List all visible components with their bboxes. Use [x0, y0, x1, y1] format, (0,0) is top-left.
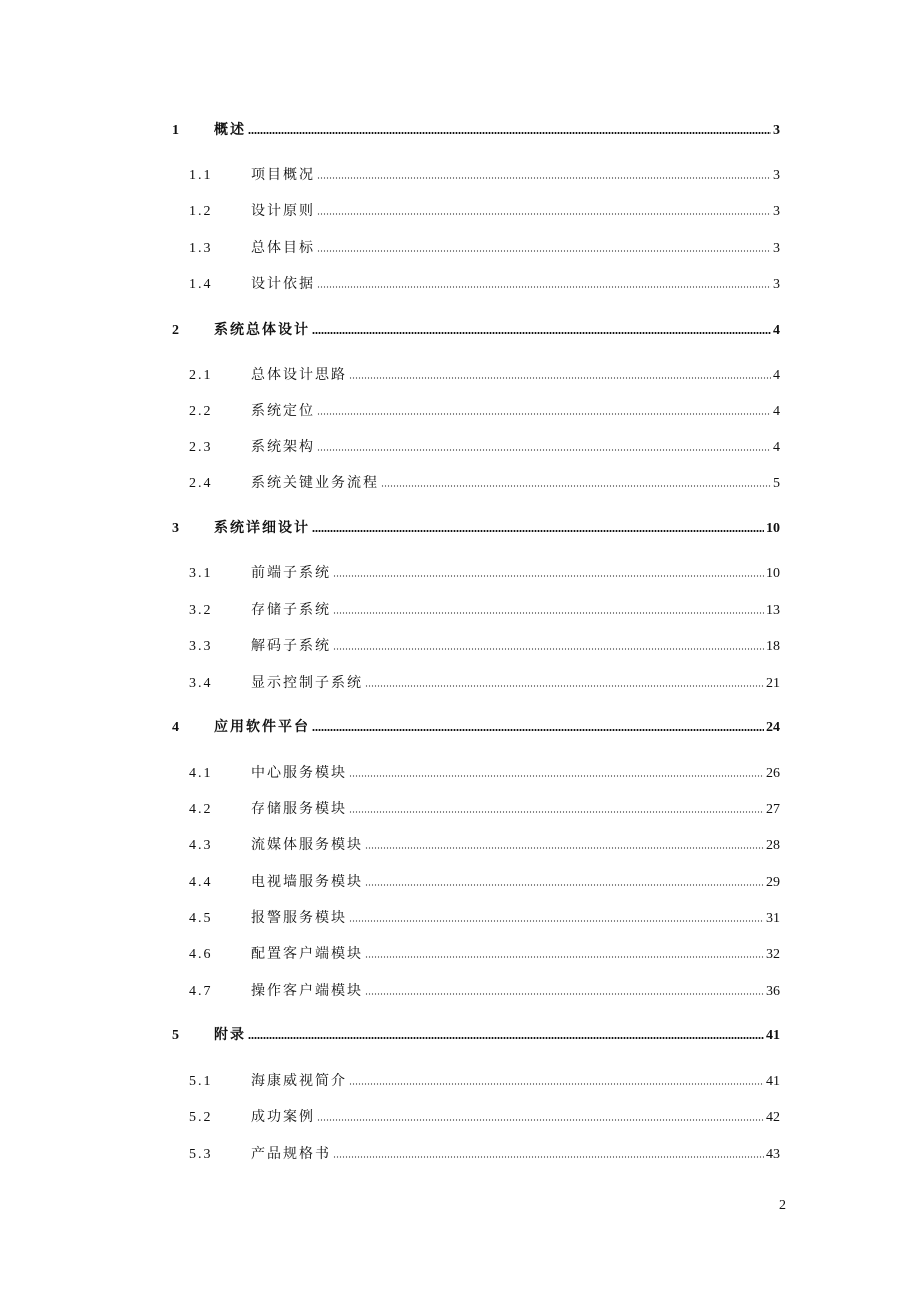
toc-dot-leader: [381, 484, 771, 488]
toc-entry-title: 系统关键业务流程: [251, 475, 379, 491]
toc-entry-title: 解码子系统: [251, 638, 331, 654]
toc-entry-page: 3: [773, 123, 780, 138]
toc-entry-title: 存储子系统: [251, 602, 331, 618]
toc-entry-title: 系统总体设计: [214, 322, 310, 338]
toc-entry-page: 4: [773, 323, 780, 338]
toc-entry-number: 1.1: [189, 168, 213, 183]
toc-entry-title: 流媒体服务模块: [251, 837, 363, 853]
toc-entry-page: 26: [766, 766, 780, 781]
toc-dot-leader: [333, 574, 764, 578]
toc-section-entry[interactable]: [189, 165, 780, 185]
toc-entry-title: 操作客户端模块: [251, 983, 363, 999]
toc-entry-page: 18: [766, 639, 780, 654]
toc-entry-page: 29: [766, 875, 780, 890]
toc-dot-leader: [333, 1155, 764, 1159]
toc-dot-leader: [317, 249, 771, 253]
toc-entry-number: 2: [172, 323, 179, 338]
toc-entry-title: 系统定位: [251, 403, 315, 419]
toc-chapter-entry[interactable]: [172, 320, 780, 340]
toc-section-entry[interactable]: [189, 473, 780, 493]
toc-section-entry[interactable]: [189, 763, 780, 783]
toc-dot-leader: [248, 131, 771, 135]
toc-section-entry[interactable]: [189, 835, 780, 855]
toc-entry-page: 10: [766, 566, 780, 581]
toc-entry-number: 3: [172, 521, 179, 536]
toc-entry-page: 13: [766, 603, 780, 618]
toc-dot-leader: [317, 448, 771, 452]
toc-entry-title: 成功案例: [251, 1109, 315, 1125]
toc-entry-title: 附录: [214, 1027, 246, 1043]
toc-chapter-entry[interactable]: [172, 120, 780, 140]
toc-dot-leader: [365, 955, 764, 959]
toc-entry-number: 3.1: [189, 566, 213, 581]
toc-section-entry[interactable]: [189, 201, 780, 221]
toc-dot-leader: [365, 992, 764, 996]
toc-entry-number: 3.4: [189, 676, 213, 691]
toc-entry-title: 产品规格书: [251, 1146, 331, 1162]
toc-entry-number: 4.3: [189, 838, 213, 853]
toc-dot-leader: [317, 212, 771, 216]
toc-entry-title: 概述: [214, 122, 246, 138]
toc-entry-number: 4.7: [189, 984, 213, 999]
toc-dot-leader: [312, 331, 771, 335]
toc-section-entry[interactable]: [189, 673, 780, 693]
toc-dot-leader: [349, 774, 764, 778]
toc-entry-number: 1.4: [189, 277, 213, 292]
toc-dot-leader: [312, 529, 764, 533]
toc-entry-title: 存储服务模块: [251, 801, 347, 817]
toc-entry-title: 总体目标: [251, 240, 315, 256]
toc-dot-leader: [333, 611, 764, 615]
toc-entry-number: 2.1: [189, 368, 213, 383]
toc-entry-page: 3: [773, 204, 780, 219]
toc-entry-page: 5: [773, 476, 780, 491]
toc-entry-page: 27: [766, 802, 780, 817]
toc-dot-leader: [349, 810, 764, 814]
toc-entry-title: 系统架构: [251, 439, 315, 455]
toc-entry-number: 4: [172, 720, 179, 735]
toc-section-entry[interactable]: [189, 1071, 780, 1091]
toc-section-entry[interactable]: [189, 872, 780, 892]
toc-entry-number: 4.4: [189, 875, 213, 890]
toc-dot-leader: [349, 376, 771, 380]
toc-entry-number: 1.2: [189, 204, 213, 219]
toc-section-entry[interactable]: [189, 1107, 780, 1127]
toc-section-entry[interactable]: [189, 600, 780, 620]
toc-section-entry[interactable]: [189, 238, 780, 258]
toc-section-entry[interactable]: [189, 799, 780, 819]
toc-section-entry[interactable]: [189, 563, 780, 583]
toc-entry-page: 41: [766, 1074, 780, 1089]
toc-section-entry[interactable]: [189, 274, 780, 294]
toc-entry-number: 3.2: [189, 603, 213, 618]
toc-entry-title: 系统详细设计: [214, 520, 310, 536]
toc-entry-title: 配置客户端模块: [251, 946, 363, 962]
toc-entry-number: 5.3: [189, 1147, 213, 1162]
toc-entry-title: 电视墙服务模块: [251, 874, 363, 890]
toc-entry-page: 4: [773, 404, 780, 419]
toc-section-entry[interactable]: [189, 636, 780, 656]
toc-entry-title: 设计依据: [251, 276, 315, 292]
toc-dot-leader: [317, 412, 771, 416]
toc-section-entry[interactable]: [189, 981, 780, 1001]
toc-entry-page: 3: [773, 168, 780, 183]
toc-entry-title: 前端子系统: [251, 565, 331, 581]
toc-dot-leader: [365, 684, 764, 688]
toc-entry-title: 应用软件平台: [214, 719, 310, 735]
toc-entry-page: 3: [773, 277, 780, 292]
toc-chapter-entry[interactable]: [172, 1025, 780, 1045]
toc-dot-leader: [365, 846, 764, 850]
toc-entry-number: 5: [172, 1028, 179, 1043]
toc-entry-title: 海康威视简介: [251, 1073, 347, 1089]
toc-entry-page: 21: [766, 676, 780, 691]
toc-dot-leader: [317, 285, 771, 289]
toc-entry-number: 2.3: [189, 440, 213, 455]
toc-dot-leader: [349, 919, 764, 923]
toc-entry-page: 4: [773, 440, 780, 455]
toc-dot-leader: [349, 1082, 764, 1086]
toc-entry-page: 24: [766, 720, 780, 735]
toc-entry-title: 总体设计思路: [251, 367, 347, 383]
toc-entry-number: 4.6: [189, 947, 213, 962]
toc-entry-page: 41: [766, 1028, 780, 1043]
toc-entry-page: 36: [766, 984, 780, 999]
toc-entry-number: 1: [172, 123, 179, 138]
toc-entry-number: 4.1: [189, 766, 213, 781]
toc-entry-number: 4.2: [189, 802, 213, 817]
toc-entry-page: 10: [766, 521, 780, 536]
toc-entry-page: 43: [766, 1147, 780, 1162]
toc-dot-leader: [312, 728, 764, 732]
toc-entry-title: 显示控制子系统: [251, 675, 363, 691]
page-number: 2: [779, 1198, 786, 1213]
toc-entry-number: 3.3: [189, 639, 213, 654]
toc-entry-page: 28: [766, 838, 780, 853]
toc-entry-page: 31: [766, 911, 780, 926]
toc-entry-number: 2.2: [189, 404, 213, 419]
toc-section-entry[interactable]: [189, 944, 780, 964]
toc-dot-leader: [317, 1118, 764, 1122]
toc-entry-page: 3: [773, 241, 780, 256]
toc-entry-title: 中心服务模块: [251, 765, 347, 781]
toc-chapter-entry[interactable]: [172, 717, 780, 737]
toc-section-entry[interactable]: [189, 401, 780, 421]
toc-entry-number: 2.4: [189, 476, 213, 491]
toc-entry-page: 32: [766, 947, 780, 962]
toc-entry-title: 报警服务模块: [251, 910, 347, 926]
toc-section-entry[interactable]: [189, 365, 780, 385]
toc-entry-number: 1.3: [189, 241, 213, 256]
toc-entry-number: 4.5: [189, 911, 213, 926]
toc-dot-leader: [248, 1036, 764, 1040]
toc-entry-number: 5.1: [189, 1074, 213, 1089]
toc-section-entry[interactable]: [189, 1144, 780, 1164]
toc-dot-leader: [333, 647, 764, 651]
toc-section-entry[interactable]: [189, 908, 780, 928]
toc-entry-title: 项目概况: [251, 167, 315, 183]
toc-dot-leader: [365, 883, 764, 887]
toc-section-entry[interactable]: [189, 437, 780, 457]
toc-entry-page: 42: [766, 1110, 780, 1125]
toc-chapter-entry[interactable]: [172, 518, 780, 538]
toc-entry-title: 设计原则: [251, 203, 315, 219]
toc-entry-page: 4: [773, 368, 780, 383]
toc-dot-leader: [317, 176, 771, 180]
toc-entry-number: 5.2: [189, 1110, 213, 1125]
